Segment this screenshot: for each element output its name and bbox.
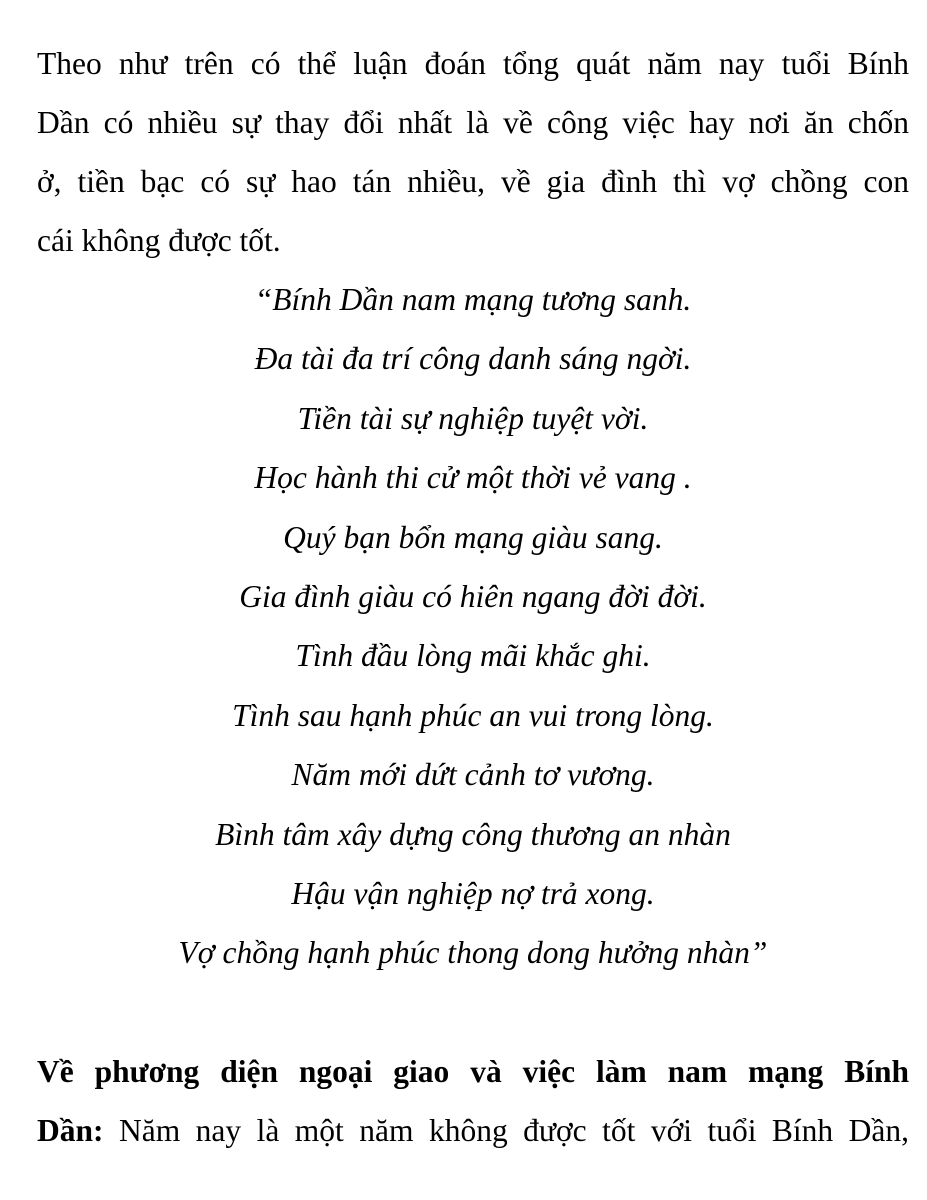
poem-line: “Bính Dần nam mạng tương sanh.: [254, 282, 692, 317]
poem-line: Học hành thi cử một thời vẻ vang .: [254, 460, 692, 496]
poem-line: Quý bạn bổn mạng giàu sang.: [283, 519, 663, 555]
paragraph-line: Theo như trên có thể luận đoán tổng quát năm nay tuổi Bính: [37, 46, 909, 81]
paragraph-line: Dần có nhiều sự thay đổi nhất là về công việc hay nơi ăn chốn: [37, 105, 909, 140]
poem-line: Vợ chồng hạnh phúc thong dong hưởng nhàn”: [178, 935, 768, 971]
poem-line: Hậu vận nghiệp nợ trả xong.: [291, 876, 655, 912]
poem-line: Tiền tài sự nghiệp tuyệt vời.: [297, 400, 649, 436]
poem-line: Đa tài đa trí công danh sáng ngời.: [254, 341, 692, 377]
blank-line: [37, 983, 909, 1042]
document-page: [37, 34, 909, 1160]
section-line: [37, 1101, 909, 1160]
section-text: Năm nay là một năm không được tốt với tuổi Bính Dần,: [103, 1112, 909, 1148]
intro-paragraph: [37, 34, 909, 270]
poem-block: [37, 270, 909, 983]
section-paragraph: [37, 1042, 909, 1160]
poem-line: Năm mới dứt cảnh tơ vương.: [291, 757, 655, 793]
paragraph-line: ở, tiền bạc có sự hao tán nhiều, về gia đình thì vợ chồng con: [37, 164, 909, 199]
section-heading: Về phương diện ngoại giao và việc làm nam mạng Bính: [37, 1053, 909, 1089]
poem-line: Tình đầu lòng mãi khắc ghi.: [295, 638, 651, 674]
poem-line: Tình sau hạnh phúc an vui trong lòng.: [232, 697, 714, 733]
poem-line: Bình tâm xây dựng công thương an nhàn: [215, 816, 731, 852]
paragraph-line: cái không được tốt.: [37, 223, 281, 258]
poem-line: Gia đình giàu có hiên ngang đời đời.: [239, 579, 707, 615]
section-heading-end: Dần:: [37, 1112, 104, 1148]
